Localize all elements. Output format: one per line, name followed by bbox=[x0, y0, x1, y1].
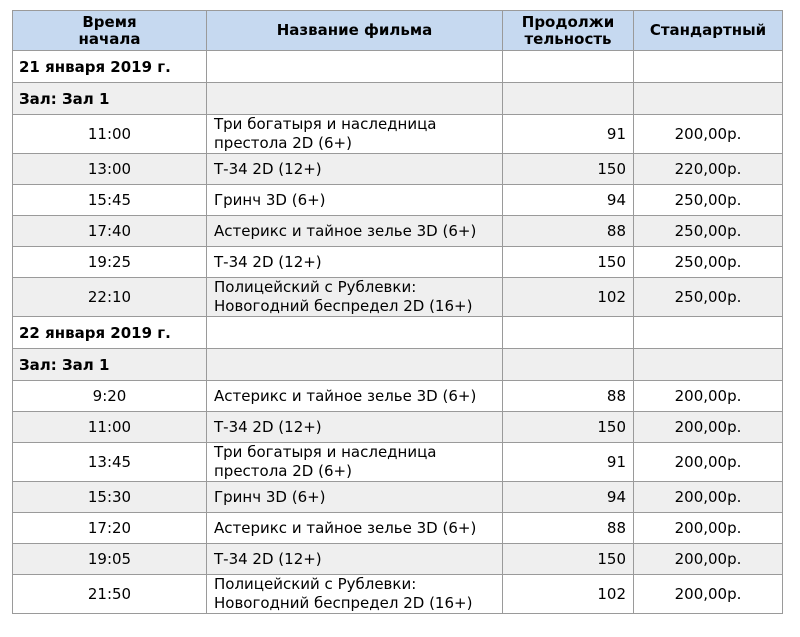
show-title bbox=[207, 185, 503, 216]
show-title-line: престола 2D (6+) bbox=[214, 134, 352, 152]
show-duration: 102 bbox=[503, 575, 634, 614]
show-row bbox=[13, 154, 783, 185]
empty-cell bbox=[207, 51, 503, 83]
show-duration: 91 bbox=[503, 115, 634, 154]
show-time: 19:05 bbox=[13, 544, 207, 575]
show-row bbox=[13, 216, 783, 247]
show-title bbox=[207, 154, 503, 185]
show-row bbox=[13, 443, 783, 482]
show-title bbox=[207, 544, 503, 575]
hall-label: Зал: Зал 1 bbox=[13, 349, 207, 381]
show-title-line: Гринч 3D (6+) bbox=[214, 487, 326, 506]
show-duration: 150 bbox=[503, 154, 634, 185]
show-title bbox=[207, 216, 503, 247]
show-title bbox=[207, 513, 503, 544]
header-title: Название фильма bbox=[207, 11, 503, 51]
show-price: 200,00р. bbox=[634, 443, 783, 482]
date-label: 21 января 2019 г. bbox=[13, 51, 207, 83]
show-title-line: Новогодний беспредел 2D (16+) bbox=[214, 297, 473, 315]
show-row bbox=[13, 381, 783, 412]
show-time: 17:40 bbox=[13, 216, 207, 247]
show-duration: 88 bbox=[503, 381, 634, 412]
empty-cell bbox=[207, 317, 503, 349]
empty-cell bbox=[503, 349, 634, 381]
show-duration: 150 bbox=[503, 412, 634, 443]
show-duration: 94 bbox=[503, 185, 634, 216]
show-title-line: Полицейский с Рублевки: bbox=[214, 575, 417, 593]
show-title-line: Астерикс и тайное зелье 3D (6+) bbox=[214, 386, 477, 405]
show-row bbox=[13, 115, 783, 154]
header-duration: Продолжи тельность bbox=[503, 11, 634, 51]
show-time: 11:00 bbox=[13, 412, 207, 443]
show-title-line: Астерикс и тайное зелье 3D (6+) bbox=[214, 518, 477, 537]
show-time: 21:50 bbox=[13, 575, 207, 614]
empty-cell bbox=[503, 51, 634, 83]
schedule-body bbox=[13, 51, 783, 614]
empty-cell bbox=[634, 83, 783, 115]
show-time: 13:45 bbox=[13, 443, 207, 482]
show-duration: 88 bbox=[503, 513, 634, 544]
show-price: 200,00р. bbox=[634, 482, 783, 513]
show-title-line: Новогодний беспредел 2D (16+) bbox=[214, 594, 473, 612]
show-row bbox=[13, 513, 783, 544]
show-title bbox=[207, 278, 503, 317]
show-title-line: Гринч 3D (6+) bbox=[214, 190, 326, 209]
show-title-line: Т-34 2D (12+) bbox=[214, 549, 322, 568]
show-title-line: Т-34 2D (12+) bbox=[214, 252, 322, 271]
show-price: 220,00р. bbox=[634, 154, 783, 185]
empty-cell bbox=[634, 349, 783, 381]
show-time: 9:20 bbox=[13, 381, 207, 412]
show-time: 17:20 bbox=[13, 513, 207, 544]
show-title-line: Т-34 2D (12+) bbox=[214, 159, 322, 178]
header-row bbox=[13, 11, 783, 51]
show-duration: 102 bbox=[503, 278, 634, 317]
date-label: 22 января 2019 г. bbox=[13, 317, 207, 349]
show-title bbox=[207, 482, 503, 513]
show-time: 13:00 bbox=[13, 154, 207, 185]
header-time: Время начала bbox=[13, 11, 207, 51]
show-duration: 91 bbox=[503, 443, 634, 482]
show-title-line: Астерикс и тайное зелье 3D (6+) bbox=[214, 221, 477, 240]
show-duration: 88 bbox=[503, 216, 634, 247]
date-row bbox=[13, 51, 783, 83]
schedule-table bbox=[12, 10, 783, 614]
show-title bbox=[207, 247, 503, 278]
show-title bbox=[207, 575, 503, 614]
show-price: 200,00р. bbox=[634, 575, 783, 614]
empty-cell bbox=[207, 83, 503, 115]
show-duration: 94 bbox=[503, 482, 634, 513]
empty-cell bbox=[634, 317, 783, 349]
hall-row bbox=[13, 349, 783, 381]
hall-label: Зал: Зал 1 bbox=[13, 83, 207, 115]
show-time: 22:10 bbox=[13, 278, 207, 317]
show-row bbox=[13, 412, 783, 443]
header-price: Стандартный bbox=[634, 11, 783, 51]
show-price: 250,00р. bbox=[634, 278, 783, 317]
show-price: 200,00р. bbox=[634, 412, 783, 443]
show-title-line: престола 2D (6+) bbox=[214, 462, 352, 480]
show-time: 11:00 bbox=[13, 115, 207, 154]
empty-cell bbox=[207, 349, 503, 381]
empty-cell bbox=[503, 317, 634, 349]
show-title-line: Три богатыря и наследница bbox=[214, 115, 437, 133]
show-price: 200,00р. bbox=[634, 381, 783, 412]
date-row bbox=[13, 317, 783, 349]
show-time: 15:45 bbox=[13, 185, 207, 216]
show-row bbox=[13, 544, 783, 575]
show-title bbox=[207, 412, 503, 443]
show-price: 250,00р. bbox=[634, 216, 783, 247]
show-price: 200,00р. bbox=[634, 544, 783, 575]
show-row bbox=[13, 278, 783, 317]
empty-cell bbox=[634, 51, 783, 83]
show-duration: 150 bbox=[503, 247, 634, 278]
show-title bbox=[207, 381, 503, 412]
empty-cell bbox=[503, 83, 634, 115]
show-title-line: Полицейский с Рублевки: bbox=[214, 278, 417, 296]
show-time: 19:25 bbox=[13, 247, 207, 278]
show-title bbox=[207, 443, 503, 482]
show-price: 250,00р. bbox=[634, 247, 783, 278]
show-price: 200,00р. bbox=[634, 513, 783, 544]
show-price: 200,00р. bbox=[634, 115, 783, 154]
show-row bbox=[13, 185, 783, 216]
show-time: 15:30 bbox=[13, 482, 207, 513]
hall-row bbox=[13, 83, 783, 115]
show-title-line: Три богатыря и наследница bbox=[214, 443, 437, 461]
show-title bbox=[207, 115, 503, 154]
show-row bbox=[13, 575, 783, 614]
show-duration: 150 bbox=[503, 544, 634, 575]
show-row bbox=[13, 247, 783, 278]
show-price: 250,00р. bbox=[634, 185, 783, 216]
show-title-line: Т-34 2D (12+) bbox=[214, 417, 322, 436]
show-row bbox=[13, 482, 783, 513]
